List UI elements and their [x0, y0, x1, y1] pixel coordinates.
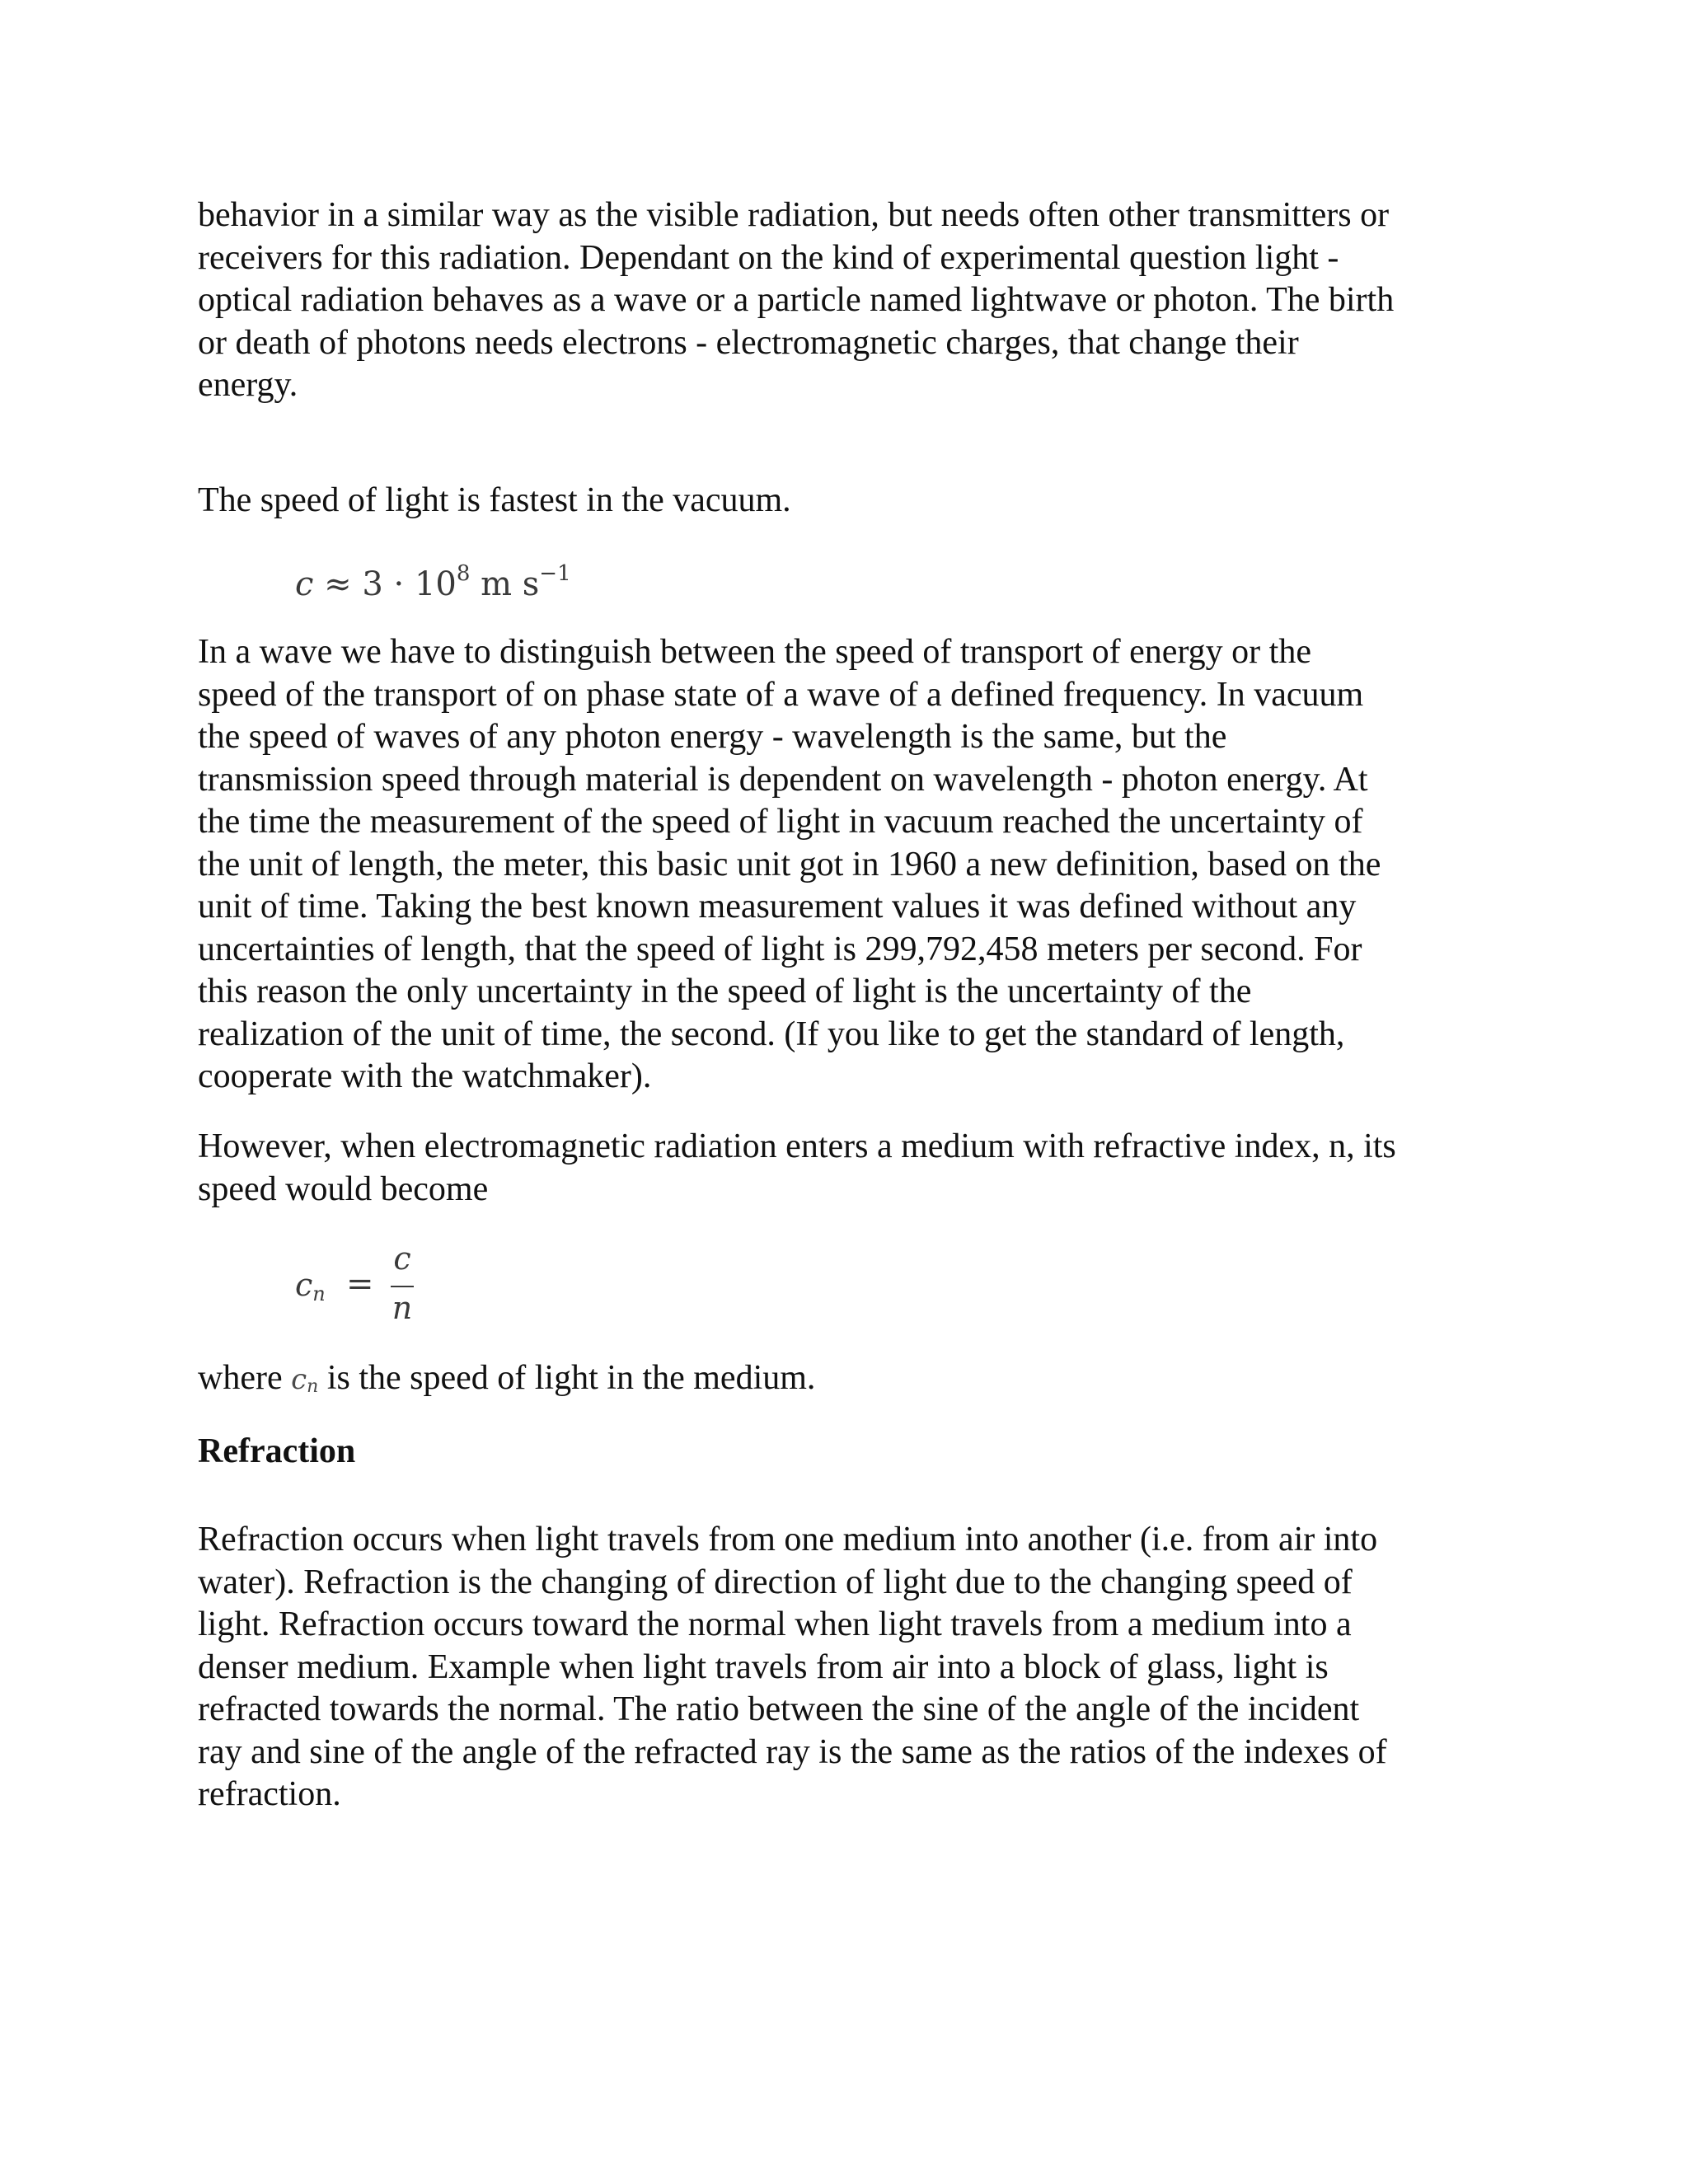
- text-line: unit of time. Taking the best known measurement values it was defined without any: [198, 888, 1357, 926]
- equation-unit-exponent: −1: [539, 561, 571, 586]
- text-line: The speed of light is fastest in the vacuum.: [198, 481, 791, 519]
- equation-equals-sign: =: [346, 1265, 374, 1303]
- paragraph-refractive-index: [198, 1126, 1500, 1211]
- text-line: light. Refraction occurs toward the normal when light travels from a medium into a: [198, 1605, 1352, 1643]
- equation-variable: c: [295, 565, 314, 603]
- text-after: is the speed of light in the medium.: [318, 1359, 816, 1397]
- text-line: realization of the unit of time, the second. (If you like to get the standard of length,: [198, 1015, 1345, 1053]
- equation-approx-sign: ≈: [324, 565, 352, 603]
- paragraph-refraction: [198, 1519, 1500, 1816]
- text-line: energy.: [198, 366, 298, 404]
- text-line: receivers for this radiation. Dependant on the kind of experimental question light -: [198, 238, 1339, 277]
- paragraph-where-cn: [198, 1357, 1500, 1402]
- text-line: the unit of length, the meter, this basic unit got in 1960 a new definition, based on the: [198, 845, 1381, 883]
- equation-lhs-variable: c: [295, 1267, 313, 1303]
- inline-variable: [291, 1363, 318, 1396]
- text-line: or death of photons needs electrons - electromagnetic charges, that change their: [198, 323, 1299, 362]
- text-line: this reason the only uncertainty in the speed of light is the uncertainty of the: [198, 972, 1252, 1010]
- equation-lhs-subscript: n: [312, 1282, 326, 1305]
- paragraph-radiation-behavior: [198, 194, 1500, 407]
- text-line: optical radiation behaves as a wave or a particle named lightwave or photon. The birth: [198, 281, 1395, 319]
- text-line: speed would become: [198, 1169, 489, 1208]
- text-line: [198, 1357, 1500, 1402]
- text-line: In a wave we have to distinguish between the speed of transport of energy or the: [198, 633, 1311, 671]
- paragraph-speed-vacuum: [198, 480, 1500, 523]
- equation-exponent: 8: [456, 561, 471, 586]
- inline-var: c: [291, 1363, 307, 1396]
- text-line: However, when electromagnetic radiation enters a medium with refractive index, n, its: [198, 1127, 1396, 1165]
- equation-value: 3 · 10: [362, 565, 457, 603]
- text-line: cooperate with the watchmaker).: [198, 1057, 652, 1095]
- text-line: water). Refraction is the changing of direction of light due to the changing speed of: [198, 1563, 1353, 1601]
- fraction-bar: [391, 1286, 414, 1287]
- equation-speed-of-light: [295, 561, 571, 605]
- text-line: denser medium. Example when light travels from air into a block of glass, light is: [198, 1647, 1329, 1686]
- equation-speed-in-medium: [295, 1240, 460, 1331]
- text-before: where: [198, 1359, 292, 1397]
- text-line: transmission speed through material is dependent on wavelength - photon energy. At: [198, 760, 1368, 799]
- text-line: Refraction occurs when light travels from one medium into another (i.e. from air into: [198, 1521, 1378, 1558]
- text-line: the time the measurement of the speed of light in vacuum reached the uncertainty of: [198, 803, 1363, 841]
- text-line: ray and sine of the angle of the refracted ray is the same as the ratios of the indexes of: [198, 1732, 1387, 1771]
- equation-unit: m s: [481, 565, 540, 603]
- inline-subscript: n: [307, 1376, 319, 1397]
- text-line: behavior in a similar way as the visible radiation, but needs often other transmitters or: [198, 196, 1390, 234]
- fraction-denominator: n: [392, 1290, 413, 1326]
- text-line: refraction.: [198, 1775, 341, 1813]
- text-line: the speed of waves of any photon energy - wavelength is the same, but the: [198, 718, 1227, 756]
- equation-lhs: [295, 1267, 326, 1303]
- text-line: uncertainties of length, that the speed of light is 299,792,458 meters per second. For: [198, 930, 1362, 968]
- text-line: speed of the transport of on phase state of a wave of a defined frequency. In vacuum: [198, 675, 1364, 714]
- text-line: refracted towards the normal. The ratio between the sine of the angle of the incident: [198, 1690, 1360, 1728]
- paragraph-wave-speed: [198, 631, 1500, 1099]
- heading-refraction: Refraction: [198, 1432, 356, 1470]
- fraction-numerator: c: [393, 1240, 411, 1277]
